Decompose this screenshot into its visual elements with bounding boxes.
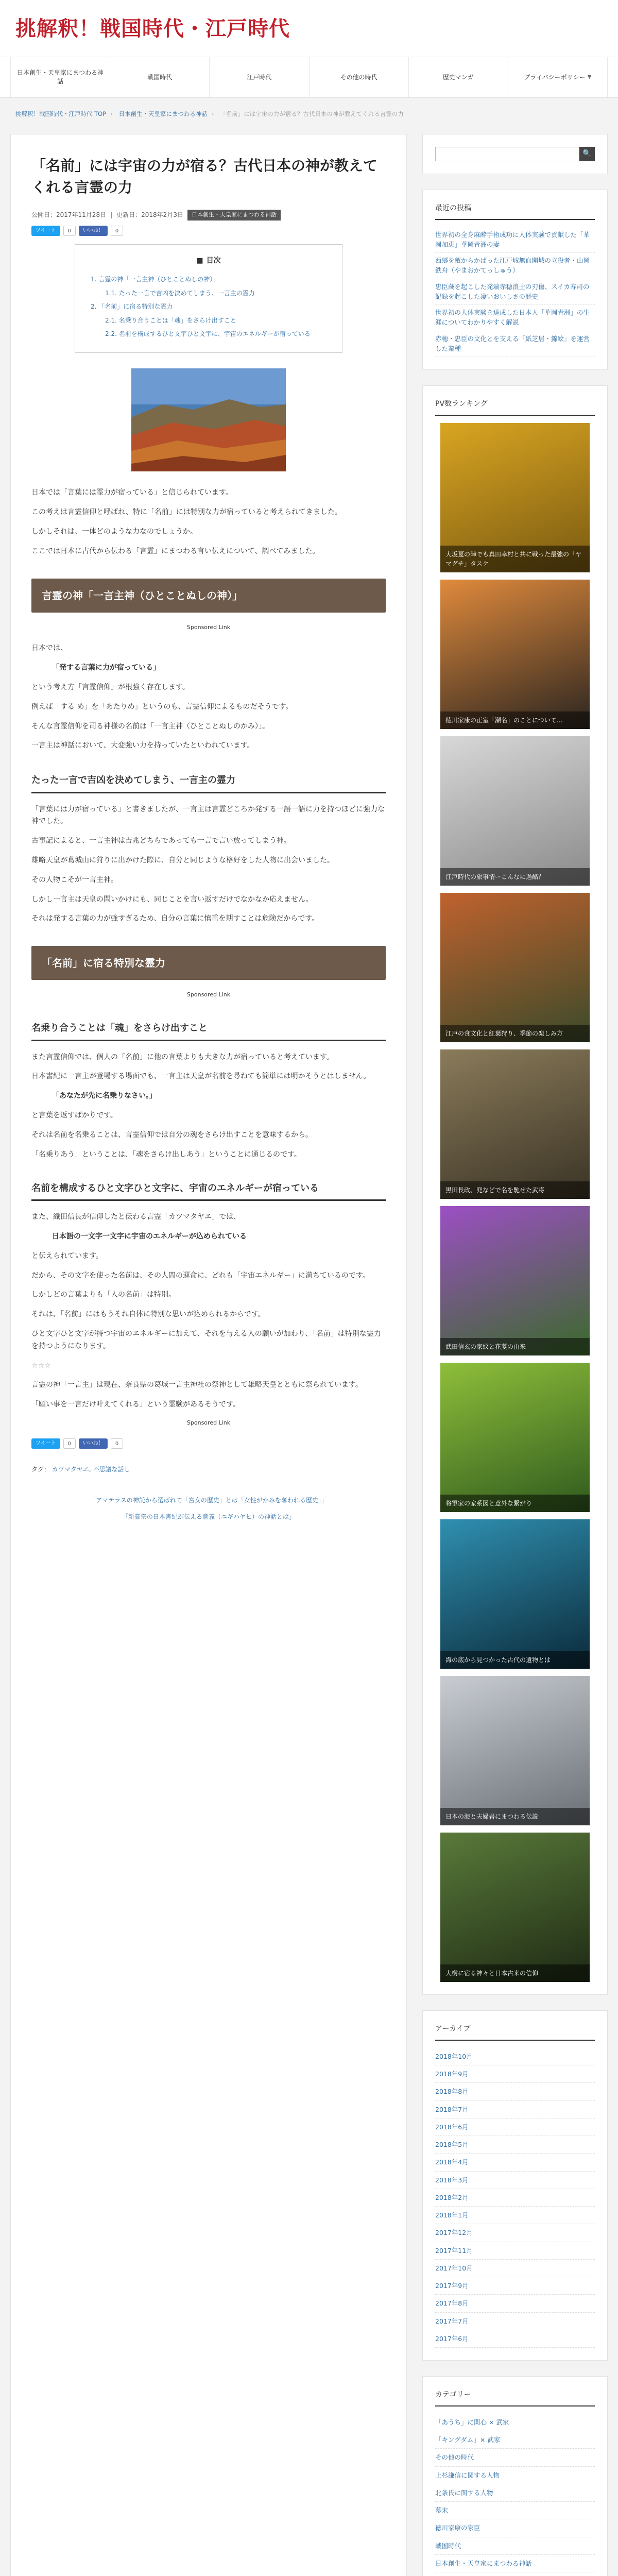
body-paragraph: そんな言霊信仰を司る神様の名前は「一言主神（ひとことぬしのかみ）」。	[31, 722, 269, 731]
nav-item-edo[interactable]	[210, 57, 309, 97]
ranking-card[interactable]	[440, 1206, 590, 1355]
tags-label: タグ：	[31, 1465, 50, 1473]
body-paragraph: 例えば「する め」を「あたりめ」というのも、言霊信仰によるものだそうです。	[31, 702, 293, 711]
ranking-card[interactable]	[440, 1519, 590, 1669]
breadcrumb-link-home[interactable]: 挑解釈！戦国時代・江戸時代 TOP	[15, 110, 107, 117]
share-buttons	[31, 226, 386, 236]
recent-post-link[interactable]: 赤穂・忠臣の文化とを支える「紙芝居・錦絵」を運営した業種	[435, 331, 595, 358]
category-link[interactable]: 日本創生・天皇家にまつわる神話	[435, 2555, 595, 2572]
archive-link[interactable]: 2018年7月	[435, 2101, 595, 2119]
archive-link[interactable]: 2017年10月	[435, 2260, 595, 2277]
page-layout	[0, 134, 618, 2576]
search-widget	[422, 134, 608, 174]
ranking-card[interactable]	[440, 1049, 590, 1199]
body-paragraph: 言霊の神「一言主」は現在、奈良県の葛城一言主神社の祭神として雄略天皇とともに祭られています。	[31, 1381, 363, 1389]
archive-link[interactable]: 2018年1月	[435, 2207, 595, 2224]
divider-stars: ☆☆☆	[31, 1361, 51, 1370]
archive-link[interactable]: 2018年6月	[435, 2119, 595, 2136]
site-title[interactable]: 挑解釈！戦国時代・江戸時代	[15, 16, 290, 41]
recent-post-link[interactable]: 世界初の全身麻酔手術成功に人体実験で貢献した「華岡加恵」華岡青洲の妻	[435, 227, 595, 253]
category-link[interactable]: 「キングダム」× 武家	[435, 2431, 595, 2449]
body-paragraph: という考え方「言霊信仰」が根強く存在します。	[31, 683, 190, 691]
article	[10, 134, 407, 2576]
archive-widget	[422, 2010, 608, 2361]
archive-link[interactable]: 2018年2月	[435, 2189, 595, 2207]
sidebar	[422, 134, 608, 2576]
ranking-card[interactable]	[440, 893, 590, 1042]
recent-posts-list	[435, 227, 595, 358]
section-heading: 「名前」に宿る特別な霊力	[31, 946, 386, 980]
category-link[interactable]: 北条氏に関する人物	[435, 2484, 595, 2502]
toc-item[interactable]: 2.2. 名前を構成するひと文字ひと文字に、宇宙のエネルギーが宿っている	[105, 330, 311, 338]
nav-item-label: プライバシーポリシー	[524, 73, 586, 81]
share-buttons-bottom	[31, 1438, 386, 1449]
ranking-card[interactable]	[440, 423, 590, 572]
search-icon: 🔍	[582, 149, 592, 158]
like-button[interactable]: いいね！	[79, 1438, 108, 1449]
category-link[interactable]: 「あうち」に関心 × 武家	[435, 2414, 595, 2431]
body-paragraph: 「言葉には力が宿っている」と書きましたが、一言主は言霊どころか発する一語一語に力を持つほどに強力な神でした。	[31, 805, 385, 826]
nav-item-label: その他の時代	[340, 73, 377, 81]
tweet-count: 0	[63, 226, 76, 236]
toc-title-label: 目次	[206, 256, 221, 265]
ranking-caption: 江戸時代の旅事情ーこんなに過酷？	[440, 868, 590, 886]
breadcrumb	[0, 98, 618, 134]
nav-item-label: 江戸時代	[247, 73, 272, 81]
chevron-down-icon: ▼	[587, 74, 592, 80]
archive-link[interactable]: 2018年8月	[435, 2083, 595, 2100]
tag-link[interactable]: カツマタヤエ	[52, 1465, 89, 1473]
archive-link[interactable]: 2017年9月	[435, 2277, 595, 2295]
widget-title: PV数ランキング	[435, 398, 595, 416]
sponsored-label: Sponsored Link	[186, 991, 231, 998]
page-title: 「名前」には宇宙の力が宿る？古代日本の神が教えてくれる言霊の力	[31, 157, 378, 196]
body-paragraph: 古事記によると、一言主神は吉兆どちらであっても一言で言い放ってしまう神。	[31, 837, 291, 845]
recent-post-link[interactable]: 世界初の人体実験を達成した日本人「華岡青洲」の生涯についてわかりやすく解説	[435, 305, 595, 331]
ranking-caption: 江戸の食文化と紅葉狩り、季節の楽しみ方	[440, 1025, 590, 1042]
section-heading: 言霊の神「一言主神（ひとことぬしの神）」	[31, 579, 386, 613]
tag-link[interactable]: 不思議な話し	[93, 1465, 130, 1473]
ranking-caption: 武田信玄の家紋と花菱の由来	[440, 1338, 590, 1355]
ranking-caption: 海の底から見つかった古代の遺物とは	[440, 1651, 590, 1669]
category-badge[interactable]: 日本創生・天皇家にまつわる神話	[187, 210, 281, 221]
breadcrumb-current: 「名前」には宇宙の力が宿る？古代日本の神が教えてくれる言霊の力	[220, 110, 404, 117]
intro-paragraph: 日本では「言葉には霊力が宿っている」と信じられています。	[31, 488, 233, 497]
toc-list	[91, 274, 327, 339]
archive-link[interactable]: 2017年12月	[435, 2224, 595, 2242]
body-paragraph: また言霊信仰では、個人の「名前」に他の言葉よりも大きな力が宿っていると考えています。	[31, 1053, 334, 1061]
category-link[interactable]: 戦国時代	[435, 2537, 595, 2555]
archive-link[interactable]: 2018年9月	[435, 2065, 595, 2083]
body-paragraph: 雄略天皇が葛城山に狩りに出かけた際に、自分と同じような格好をした人物に出会いました。	[31, 856, 334, 865]
prev-post-link[interactable]: 「アマテラスの神託から選ばれて「宮女の歴史」とは「女性がかみを奪われる歴史」」	[90, 1496, 328, 1504]
body-paragraph: それは発する言葉の力が強すぎるため、自分の言葉に慎重を期すことは危険だからです。	[31, 914, 319, 923]
quote-paragraph: 「発する言葉に力が宿っている」	[52, 664, 160, 672]
body-paragraph: それは名前を名乗ることは、言霊信仰では自分の魂をさらけ出すことを意味するから。	[31, 1130, 313, 1139]
tag-list: タグ： カツマタヤエ, 不思議な話し	[31, 1465, 130, 1473]
ranking-caption: 徳川家康の正室「瀬名」のことについて…	[440, 711, 590, 729]
subsection-heading: 名前を構成するひと文字ひと文字に、宇宙のエネルギーが宿っている	[31, 1181, 386, 1201]
search-input[interactable]	[435, 147, 579, 161]
tweet-button[interactable]: ツイート	[31, 226, 60, 236]
archive-link[interactable]: 2018年4月	[435, 2154, 595, 2171]
toc-item[interactable]: 2.1. 名乗り合うことは「魂」をさらけ出すこと	[105, 316, 236, 324]
body-paragraph: 「願い事を一言だけ叶えてくれる」という霊験があるそうです。	[31, 1400, 240, 1409]
archive-link[interactable]: 2018年10月	[435, 2048, 595, 2065]
recent-post-link[interactable]: 西郷を敵からかばった江戸城無血開城の立役者・山岡鉄舟（やまおかてっしゅう）	[435, 253, 595, 279]
body-paragraph: 「名乗りあう」ということは、「魂をさらけ出しあう」ということに通じるのです。	[31, 1150, 301, 1159]
breadcrumb-separator: ›	[211, 110, 214, 117]
body-paragraph: しかしどの言葉よりも「人の名前」は特別。	[31, 1291, 176, 1299]
sponsored-label: Sponsored Link	[186, 1419, 231, 1426]
nav-item-manga[interactable]	[409, 57, 508, 97]
archive-link[interactable]: 2017年7月	[435, 2313, 595, 2330]
table-of-contents	[75, 244, 342, 353]
recent-posts-widget	[422, 190, 608, 370]
toc-item[interactable]: 2. 「名前」に宿る特別な霊力	[91, 303, 173, 311]
body-paragraph: ひと文字ひと文字が持つ宇宙のエネルギーに加えて、それを与える人の願いが加わり、「名前」は特別な霊力を持つようになります。	[31, 1329, 381, 1350]
archive-link[interactable]: 2018年5月	[435, 2136, 595, 2154]
widget-title: 最近の投稿	[435, 202, 595, 220]
category-list	[435, 2414, 595, 2576]
ranking-caption: 将軍家の家系図と意外な繋がり	[440, 1495, 590, 1512]
ranking-caption: 大坂夏の陣でも真田幸村と共に戦った最強の「ヤマグチ」タスケ	[440, 546, 590, 572]
nav-item-myth[interactable]	[10, 57, 110, 97]
quote-paragraph: 「あなたが先に名乗りなさい。」	[52, 1092, 157, 1100]
search-button[interactable]	[579, 147, 595, 161]
ranking-card[interactable]	[440, 580, 590, 729]
nav-item-label: 戦国時代	[147, 73, 173, 81]
archive-link[interactable]: 2018年3月	[435, 2172, 595, 2189]
tweet-button[interactable]: ツイート	[31, 1438, 60, 1449]
ranking-card[interactable]	[440, 1363, 590, 1512]
ranking-card[interactable]	[440, 1833, 590, 1982]
site-header	[0, 0, 618, 57]
nav-item-label: 歴史マンガ	[442, 73, 474, 81]
nav-item-sengoku[interactable]	[110, 57, 210, 97]
subsection-heading: たった一言で吉凶を決めてしまう、一言主の霊力	[31, 773, 386, 793]
toc-item[interactable]: 1. 言霊の神「一言主神（ひとことぬしの神）」	[91, 276, 219, 283]
updated-date: 更新日：2018年2月3日	[116, 211, 183, 219]
breadcrumb-link-category[interactable]: 日本創生・天皇家にまつわる神話	[118, 110, 208, 117]
archive-list	[435, 2048, 595, 2348]
like-count: 0	[111, 226, 123, 236]
body-paragraph: だから、その文字を使った名前は、その人間の運命に、どれも「宇宙エネルギー」に満ちているのです。	[31, 1271, 370, 1280]
widget-title: カテゴリー	[435, 2389, 595, 2406]
list-icon: ■	[196, 256, 203, 265]
article-meta	[31, 210, 386, 221]
body-paragraph: 日本書紀に一言主が登場する場面でも、一言主は天皇が名前を尋ねても簡単には明かそうとはしません。	[31, 1072, 371, 1081]
meta-separator: |	[110, 211, 113, 219]
body-paragraph: 日本では、	[31, 644, 67, 653]
recent-post-link[interactable]: 忠臣蔵を起こした発端赤穂浪士の刃傷、スイカ寿司の記録を起こした凄いおいしさの歴史	[435, 279, 595, 306]
toc-title	[91, 255, 327, 267]
category-widget	[422, 2376, 608, 2576]
archive-link[interactable]: 2017年8月	[435, 2295, 595, 2312]
category-link[interactable]: 上杉謙信に関する人物	[435, 2467, 595, 2484]
ranking-caption: 黒田長政、兜などで名を馳せた武将	[440, 1181, 590, 1199]
ranking-widget	[422, 385, 608, 1995]
like-button[interactable]: いいね！	[79, 226, 108, 236]
published-date: 公開日：2017年11月28日	[31, 211, 107, 219]
nav-item-privacy[interactable]	[508, 57, 608, 97]
intro-paragraph: しかしそれは、一体どのような力なのでしょうか。	[31, 528, 197, 536]
quote-paragraph: 日本語の一文字一文字に宇宙のエネルギーが込められている	[52, 1232, 247, 1241]
ranking-caption: 日本の海と夫婦岩にまつわる伝説	[440, 1808, 590, 1825]
body-paragraph: また、織田信長が信仰したと伝わる言霊「カツマタヤエ」では、	[31, 1213, 241, 1222]
global-nav	[0, 57, 618, 98]
nav-item-label: 日本創生・天皇家にまつわる神話	[17, 69, 104, 85]
archive-link[interactable]: 2017年6月	[435, 2330, 595, 2348]
intro-paragraph: ここでは日本に古代から伝わる「言霊」にまつわる言い伝えについて、調べてみました。	[31, 547, 320, 555]
widget-title: アーカイブ	[435, 2023, 595, 2041]
category-link[interactable]: 徳川家康の家臣	[435, 2519, 595, 2537]
category-link[interactable]: その他の時代	[435, 2449, 595, 2466]
body-paragraph: と伝えられています。	[31, 1251, 103, 1260]
body-paragraph: それは、「名前」にはもうそれ自体に特別な思いが込められるからです。	[31, 1310, 265, 1319]
sponsored-label: Sponsored Link	[186, 623, 231, 631]
breadcrumb-separator: ›	[110, 110, 113, 117]
category-link[interactable]: 幕末	[435, 2502, 595, 2519]
body-paragraph: しかし一言主は天皇の問いかけにも、同じことを言い返すだけでなかなか応えません。	[31, 895, 313, 904]
body-paragraph: 一言主は神話において、大変強い力を持っていたといわれています。	[31, 741, 254, 750]
nav-item-other-era[interactable]	[310, 57, 409, 97]
search-row	[435, 147, 595, 161]
toc-item[interactable]: 1.1. たった一言で吉凶を決めてしまう、一言主の霊力	[105, 289, 255, 297]
ranking-card[interactable]	[440, 736, 590, 886]
body-paragraph: と言葉を返すばかりです。	[31, 1111, 117, 1120]
next-post-link[interactable]: 「新嘗祭の日本書紀が伝える意義（ニギハヤヒ）の神話とは」	[122, 1513, 295, 1521]
hero-image	[131, 368, 286, 471]
ranking-caption: 大樹に宿る神々と日本古来の信仰	[440, 1964, 590, 1982]
subsection-heading: 名乗り合うことは「魂」をさらけ出すこと	[31, 1021, 386, 1041]
tweet-count: 0	[63, 1438, 76, 1449]
category-link[interactable]	[435, 2572, 595, 2576]
archive-link[interactable]: 2017年11月	[435, 2242, 595, 2260]
intro-paragraph: この考えは言霊信仰と呼ばれ、特に「名前」には特別な力が宿っていると考えられてきました。	[31, 508, 342, 517]
ranking-card[interactable]	[440, 1676, 590, 1825]
like-count: 0	[111, 1438, 123, 1449]
mountain-landscape-image	[131, 368, 286, 471]
body-paragraph: その人物こそが一言主神。	[31, 875, 118, 884]
